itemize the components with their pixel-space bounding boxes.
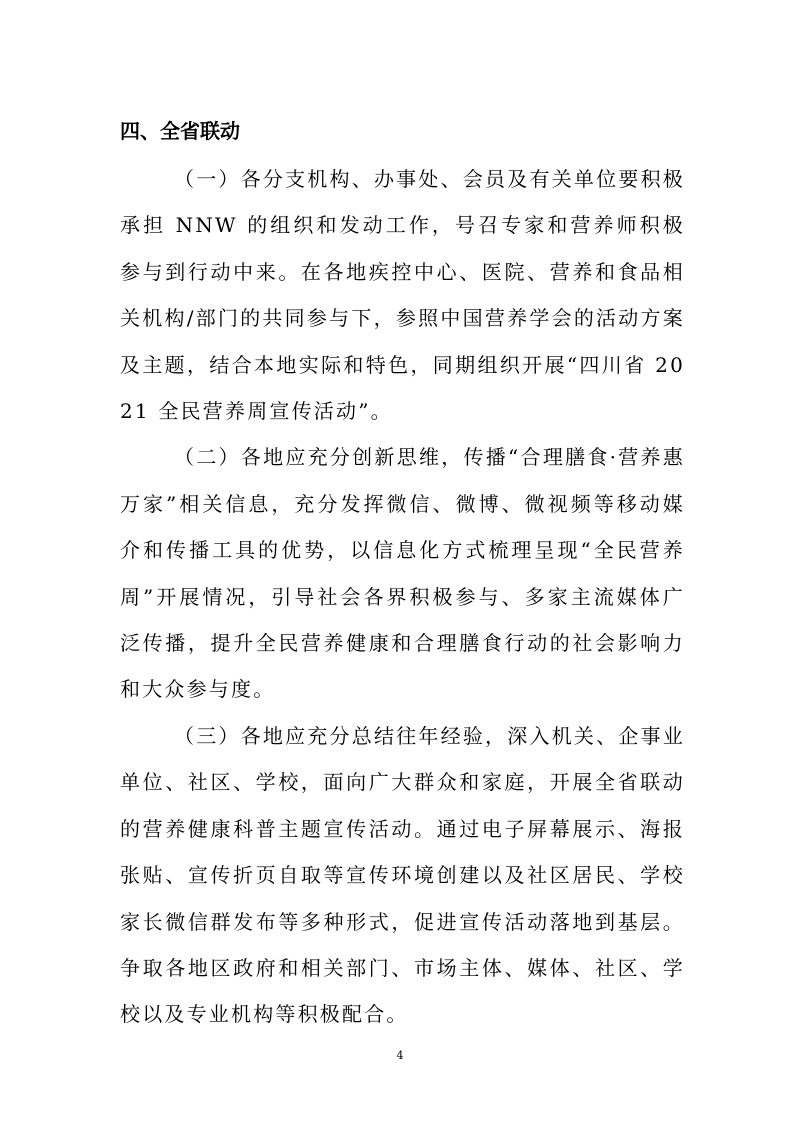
page-number: 4 [396, 1049, 404, 1062]
section-heading: 四、全省联动 [120, 119, 240, 143]
paragraph-1: （一）各分支机构、办事处、会员及有关单位要积极承担 NNW 的组织和发动工作，号召专家和营养师积极参与到行动中来。在各地疾控中心、医院、营养和食品相关机构/部门的共同参与下，参照中国营养学会的活动方案及主题，结合本地实际和特色，同期组织开展“四川省 2021 全民营养周宣传活动”。 [120, 167, 685, 424]
section-body [120, 156, 685, 1038]
paragraph-2: （二）各地应充分创新思维，传播“合理膳食·营养惠万家”相关信息，充分发挥微信、微博、微视频等移动媒介和传播工具的优势，以信息化方式梳理呈现“全民营养周”开展情况，引导社会各界积极参与、多家主流媒体广泛传播，提升全民营养健康和合理膳食行动的社会影响力和大众参与度。 [120, 445, 685, 702]
paragraph-3: （三）各地应充分总结往年经验，深入机关、企事业单位、社区、学校，面向广大群众和家庭，开展全省联动的营养健康科普主题宣传活动。通过电子屏幕展示、海报张贴、宣传折页自取等宣传环境创建以及社区居民、学校家长微信群发布等多种形式，促进宣传活动落地到基层。争取各地区政府和相关部门、市场主体、媒体、社区、学校以及专业机构等积极配合。 [120, 723, 685, 1027]
